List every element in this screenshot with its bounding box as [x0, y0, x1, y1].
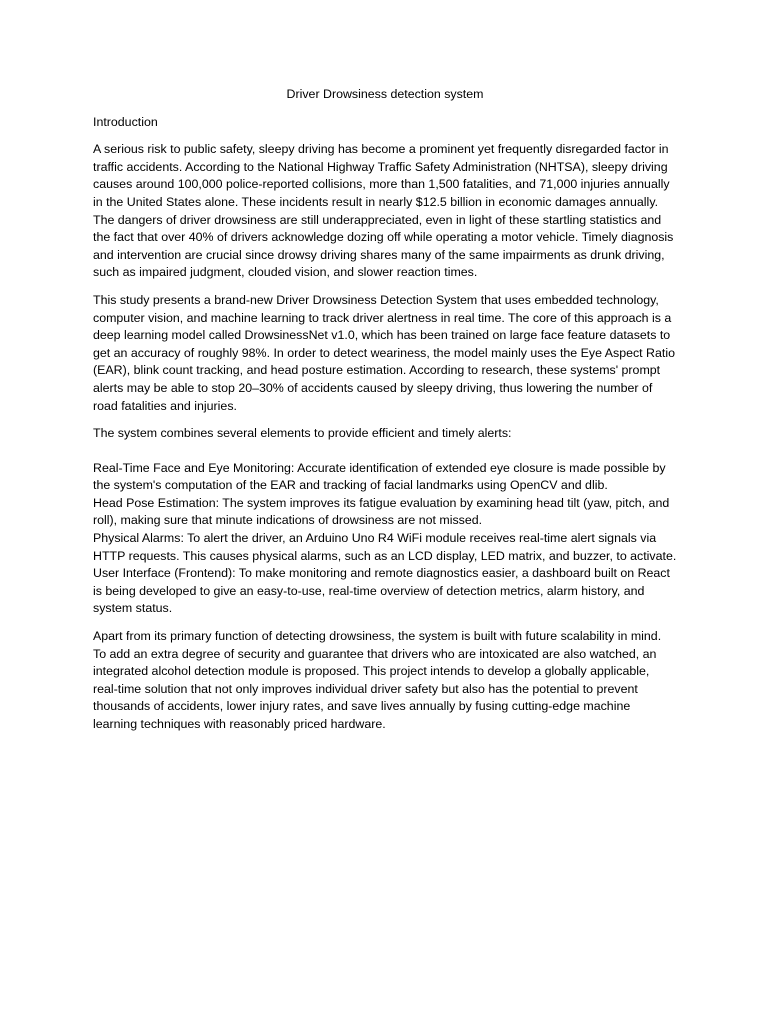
feature-item-head-pose-estimation: Head Pose Estimation: The system improves its fatigue evaluation by examining head tilt (yaw, pitch, and roll), making sure that minute indications of drowsiness are not missed. — [93, 495, 670, 528]
feature-item-user-interface: User Interface (Frontend): To make monitoring and remote diagnostics easier, a dashboard built on React is being developed to give an easy-to-use, real-time overview of detection metrics, alarm history, and system status. — [93, 566, 670, 616]
document-title: Driver Drowsiness detection system — [286, 87, 484, 101]
paragraph-closing: Apart from its primary function of detecting drowsiness, the system is built with future scalability in mind. To add an extra degree of security and guarantee that drivers who are intoxicated are also watched, an integrated alcohol detection module is proposed. This project intends to develop a globally applicable, real-time solution that not only improves individual driver safety but also has the potential to prevent thousands of accidents, lower injury rates, and save lives annually by fusing cutting-edge machine learning techniques with reasonably priced hardware. — [93, 629, 662, 731]
feature-item-physical-alarms: Physical Alarms: To alert the driver, an Arduino Uno R4 WiFi module receives real-time alert signals via HTTP requests. This causes physical alarms, such as an LCD display, LED matrix, and buzzer, to activate. — [93, 531, 677, 563]
section-heading-introduction: Introduction — [93, 114, 158, 129]
document-body — [93, 86, 677, 744]
feature-list — [93, 460, 677, 618]
feature-item-face-eye-monitoring: Real-Time Face and Eye Monitoring: Accurate identification of extended eye closure is made possible by the system's computation of the EAR and tracking of facial landmarks using OpenCV and dlib. — [93, 460, 666, 493]
paragraph-problem-statement: A serious risk to public safety, sleepy driving has become a prominent yet frequently disregarded factor in traffic accidents. According to the National Highway Traffic Safety Administration (NHTSA), sleepy driving causes around 100,000 police-reported collisions, more than 1,500 fatalities, and 71,000 injuries annually in the United States alone. These incidents result in nearly $12.5 billion in economic damages annually. The dangers of driver drowsiness are still underappreciated, even in light of these startling statistics and the fact that over 40% of drivers acknowledge dozing off while operating a motor vehicle. Timely diagnosis and intervention are crucial since drowsy driving shares many of the same impairments as drunk driving, such as impaired judgment, clouded vision, and slower reaction times. — [93, 142, 674, 280]
paragraph-system-overview: This study presents a brand-new Driver Drowsiness Detection System that uses embedded technology, computer vision, and machine learning to track driver alertness in real time. The core of this approach is a deep learning model called DrowsinessNet v1.0, which has been trained on large face feature datasets to get an accuracy of roughly 98%. In order to detect weariness, the model mainly uses the Eye Aspect Ratio (EAR), blink count tracking, and head posture estimation. According to research, these systems' prompt alerts may be able to stop 20–30% of accidents caused by sleepy driving, thus lowering the number of road fatalities and injuries. — [93, 292, 675, 413]
paragraph-features-lead: The system combines several elements to provide efficient and timely alerts: — [93, 426, 512, 441]
